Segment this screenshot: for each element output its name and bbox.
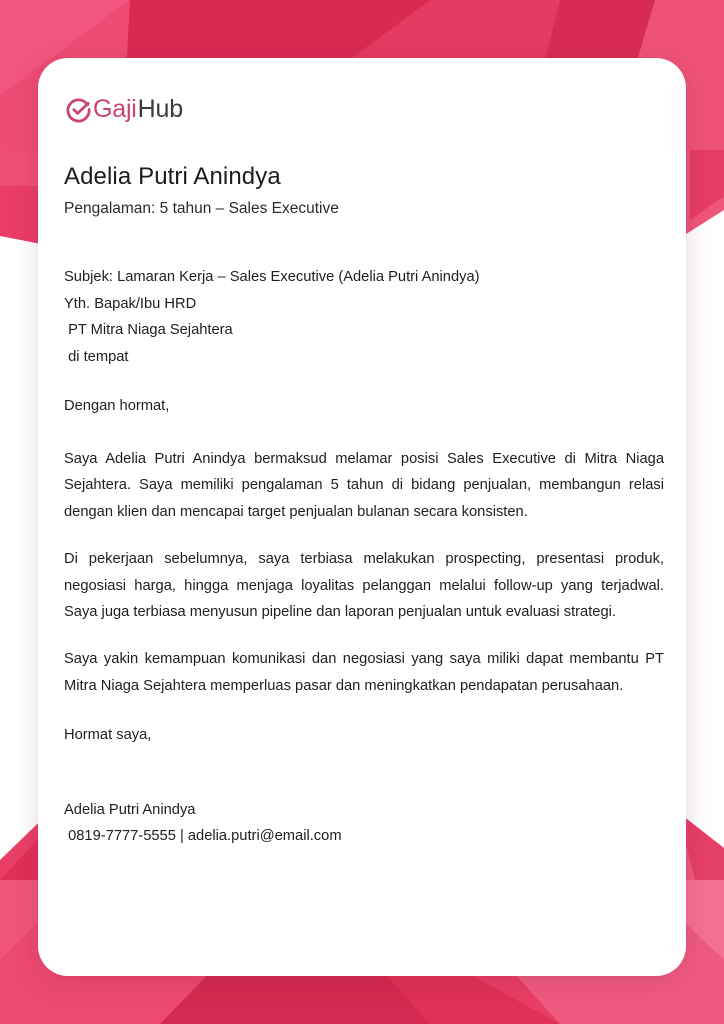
circle-check-icon	[65, 96, 92, 123]
letter-body	[64, 264, 664, 850]
signature-contact: 0819-7777-5555 | adelia.putri@email.com	[64, 828, 342, 845]
salutation: Dengan hormat,	[64, 397, 170, 414]
address-block	[64, 264, 664, 371]
location-line: di tempat	[64, 349, 129, 366]
letter-card	[38, 58, 686, 976]
closing-line: Hormat saya,	[64, 726, 152, 743]
letter-content	[64, 92, 664, 850]
body-paragraph-3: Saya yakin kemampuan komunikasi dan negosiasi yang saya miliki dapat membantu PT Mitra Niaga Sejahtera memperluas pasar dan meningkatkan pendapatan perusahaan.	[64, 651, 664, 694]
applicant-name: Adelia Putri Anindya	[64, 163, 281, 190]
recipient-line: Yth. Bapak/Ibu HRD	[64, 295, 197, 312]
brand-name-primary: Gaji	[93, 94, 137, 123]
signature-name: Adelia Putri Anindya	[64, 802, 196, 819]
brand-logo	[65, 92, 664, 126]
company-line: PT Mitra Niaga Sejahtera	[64, 322, 233, 339]
subject-line: Subjek: Lamaran Kerja – Sales Executive (Adelia Putri Anindya)	[64, 268, 480, 285]
signature-block	[64, 798, 664, 849]
body-paragraph-2: Di pekerjaan sebelumnya, saya terbiasa melakukan prospecting, presentasi produk, negosiasi harga, hingga menjaga loyalitas pelanggan melalui follow-up yang terjadwal. Saya juga terbiasa menyusun pipeline dan laporan penjualan untuk evaluasi strategi.	[64, 550, 664, 621]
applicant-subtitle: Pengalaman: 5 tahun – Sales Executive	[64, 200, 339, 217]
brand-name-secondary: Hub	[137, 94, 183, 123]
body-paragraph-1: Saya Adelia Putri Anindya bermaksud melamar posisi Sales Executive di Mitra Niaga Sejahtera. Saya memiliki pengalaman 5 tahun di bidang penjualan, membangun relasi dengan klien dan mencapai target penjualan bulanan secara konsisten.	[64, 450, 664, 521]
